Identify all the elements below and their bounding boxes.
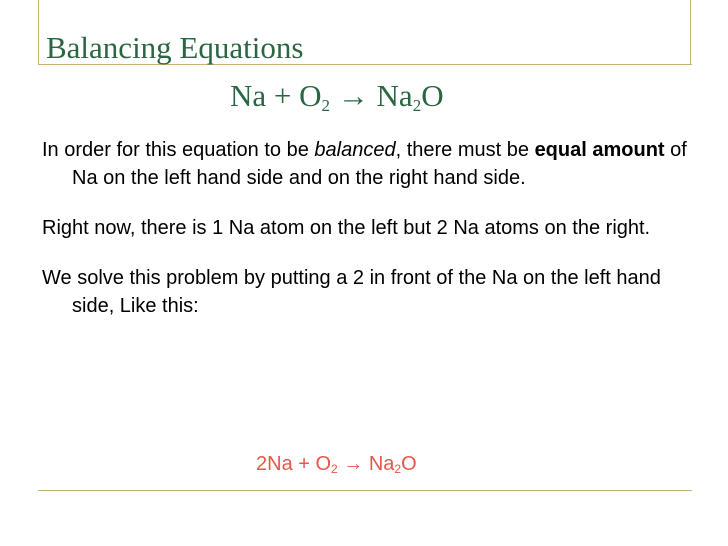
result-eq-part-1: 2Na + O <box>256 453 332 475</box>
paragraph-solve: We solve this problem by putting a 2 in front of the Na on the left hand side, Like this: <box>42 267 661 317</box>
header-eq-sub-1: 2 <box>321 96 331 115</box>
header-eq-sub-2: 2 <box>412 96 422 115</box>
paragraph-balanced <box>42 136 692 192</box>
header-eq-part-1: Na + O <box>230 78 322 113</box>
slide-body <box>42 136 692 342</box>
result-eq-arrow: → Na <box>337 453 395 475</box>
header-eq-arrow: → Na <box>330 78 413 113</box>
para1-text-2: , there must be <box>395 139 535 161</box>
header-equation <box>230 78 444 114</box>
para1-text-1: In order for this equation to be <box>42 139 315 161</box>
para1-text-3: of Na on the left hand side and on the right hand side. <box>72 139 687 189</box>
result-eq-sub-2: 2 <box>394 462 402 476</box>
para1-strong: equal amount <box>534 139 665 161</box>
header-eq-part-2: O <box>421 78 444 113</box>
para1-emphasis: balanced <box>314 139 396 161</box>
left-accent-line <box>38 0 39 64</box>
result-eq-sub-1: 2 <box>331 462 338 476</box>
slide-title: Balancing Equations <box>46 30 304 65</box>
result-eq-part-2: O <box>401 453 417 475</box>
result-equation <box>256 450 417 478</box>
bottom-divider <box>38 490 692 491</box>
right-accent-line <box>690 0 691 64</box>
paragraph-right-now: Right now, there is 1 Na atom on the left but 2 Na atoms on the right. <box>42 217 651 239</box>
